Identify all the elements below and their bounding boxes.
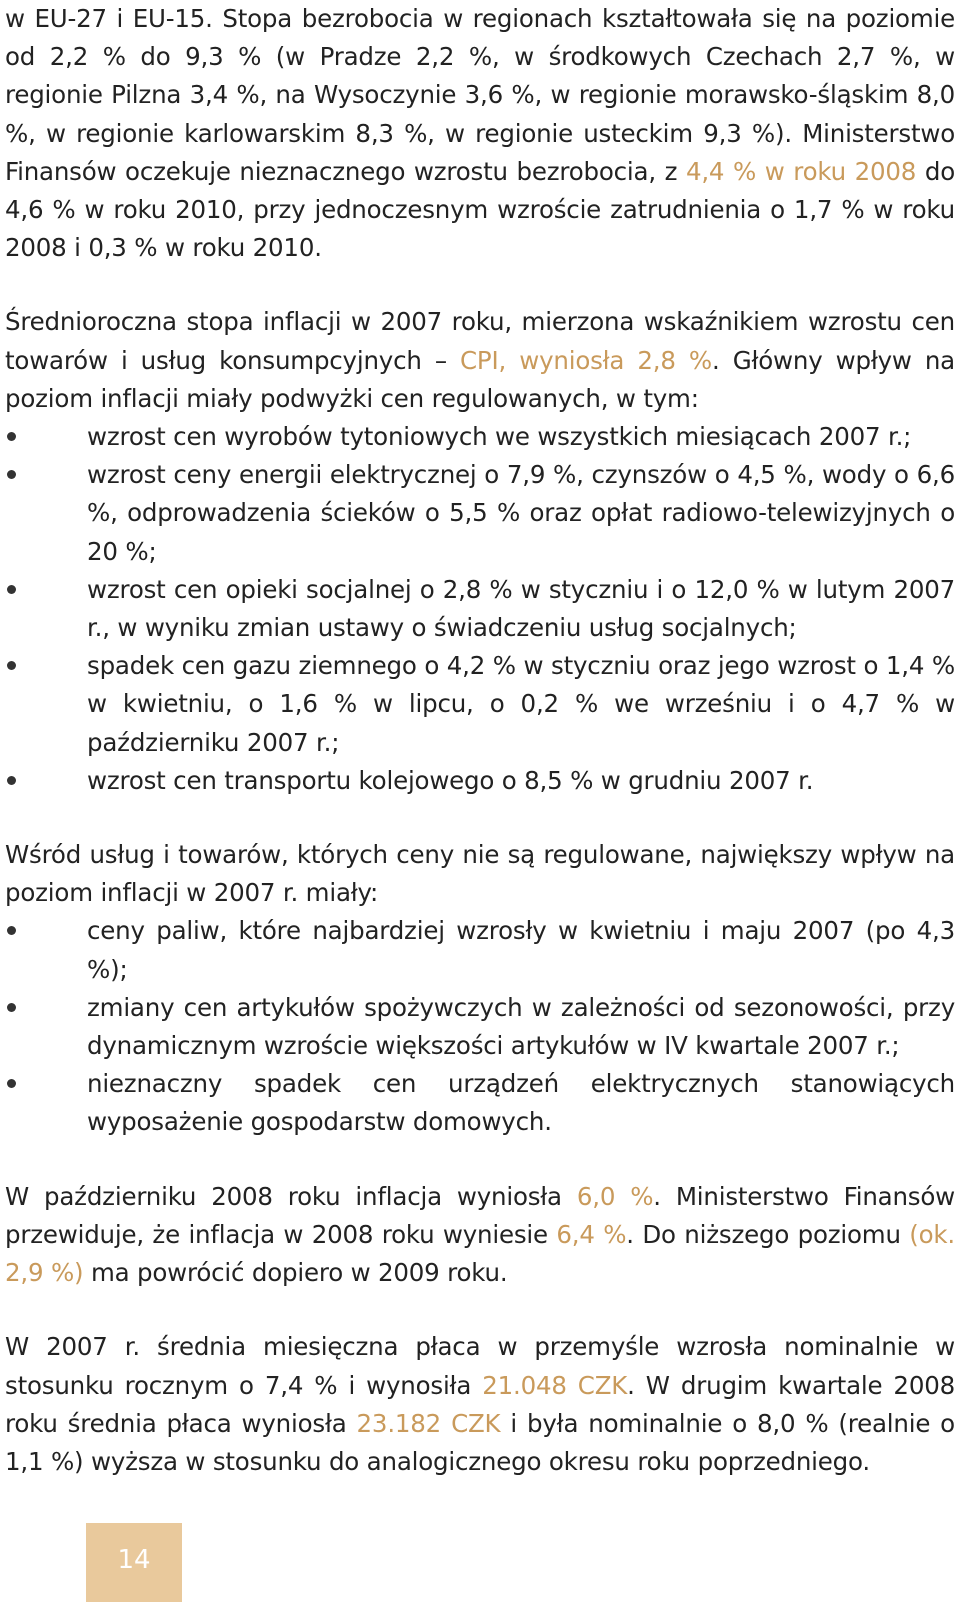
highlight-wage-2007: 21.048 CZK (482, 1370, 628, 1400)
paragraph-gap (5, 1292, 955, 1328)
list-item-text: wzrost cen opieki socjalnej o 2,8 % w styczniu i o 12,0 % w lutym 2007 r., w wyniku zmian ustawy o świadczeniu usług socjalnych; (87, 574, 955, 643)
paragraph-unregulated (5, 836, 955, 912)
paragraph-text: W 2007 r. średnia miesięczna płaca w przemyśle wzrosła nominalnie w stosunku rocznym o 7,4 % i wynosiła (5, 1332, 955, 1400)
highlight-inflation-oct-2008: 6,0 % (576, 1181, 654, 1211)
list-item (5, 989, 955, 1065)
bullet-icon (7, 1079, 16, 1088)
highlight-inflation-2009: (ok. 2,9 %) (5, 1219, 955, 1288)
unregulated-prices-list (5, 912, 955, 1141)
bullet-icon (7, 470, 16, 479)
page-number-box (86, 1523, 182, 1602)
list-item-text: wzrost cen wyrobów tytoniowych we wszystkich miesiącach 2007 r.; (87, 422, 912, 452)
paragraph-text: i była nominalnie o 8,0 % (realnie o 1,1 %) wyższa w stosunku do analogicznego okresu roku poprzedniego. (5, 1408, 955, 1476)
list-item-text: zmiany cen artykułów spożywczych w zależności od sezonowości, przy dynamicznym wzroście większości artykułów w IV kwartale 2007 r.; (87, 992, 955, 1061)
paragraph-text: . Ministerstwo Finansów przewiduje, że inflacja w 2008 roku wyniesie (5, 1181, 955, 1249)
list-item (5, 418, 955, 456)
paragraph-text: W październiku 2008 roku inflacja wyniosła (5, 1181, 577, 1211)
list-item (5, 571, 955, 647)
paragraph-text: . Główny wpływ na poziom inflacji miały podwyżki cen regulowanych, w tym: (5, 345, 955, 413)
paragraph-text: ma powrócić dopiero w 2009 roku. (83, 1258, 508, 1288)
regulated-prices-list (5, 418, 955, 800)
bullet-icon (7, 776, 16, 785)
highlight-wage-q2-2008: 23.182 CZK (356, 1408, 501, 1438)
bullet-icon (7, 585, 16, 594)
paragraph-gap (5, 267, 955, 303)
paragraph-inflation-2008 (5, 1178, 955, 1293)
paragraph-text: Wśród usług i towarów, których ceny nie są regulowane, największy wpływ na poziom inflacji w 2007 r. miały: (5, 840, 955, 908)
list-item-text: spadek cen gazu ziemnego o 4,2 % w styczniu oraz jego wzrost o 1,4 % w kwietniu, o 1,6 % w lipcu, o 0,2 % we wrześniu i o 4,7 % w październiku 2007 r.; (87, 651, 955, 757)
highlight-unemployment-2008: 4,4 % w roku 2008 (685, 156, 917, 186)
highlight-cpi: CPI, wyniosła 2,8 % (460, 345, 712, 375)
paragraph-text: do 4,6 % w roku 2010, przy jednoczesnym wzroście zatrudnienia o 1,7 % w roku 2008 i 0,3 % w roku 2010. (5, 156, 955, 263)
highlight-inflation-forecast-2008: 6,4 % (556, 1219, 627, 1249)
page-number: 14 (117, 1544, 151, 1575)
list-item (5, 647, 955, 762)
list-item (5, 912, 955, 988)
list-item-text: nieznaczny spadek cen urządzeń elektrycznych stanowiących wyposażenie gospodarstw domowych. (87, 1069, 955, 1137)
paragraph-gap (5, 800, 955, 836)
list-item (5, 1065, 955, 1141)
paragraph-text: w EU-27 i EU-15. Stopa bezrobocia w regionach kształtowała się na poziomie od 2,2 % do 9,3 % (w Pradze 2,2 %, w środkowych Czechach 2,7 %, w regionie Pilzna 3,4 %, na Wysoczynie 3,6 %, w regionie morawsko-śląskim 8,0 %, w regionie karlowarskim 8,3 %, w regionie usteckim 9,3 %). Ministerstwo Finansów oczekuje nieznacznego wzrostu bezrobocia, z (5, 4, 955, 186)
paragraph-wages (5, 1328, 955, 1481)
bullet-icon (7, 661, 16, 670)
paragraph-unemployment (5, 0, 955, 267)
paragraph-text: . W drugim kwartale 2008 roku średnia płaca wyniosła (5, 1370, 955, 1438)
list-item-text: ceny paliw, które najbardziej wzrosły w kwietniu i maju 2007 (po 4,3 %); (87, 916, 955, 984)
list-item (5, 456, 955, 571)
paragraph-text: Średnioroczna stopa inflacji w 2007 roku, mierzona wskaźnikiem wzrostu cen towarów i usług konsumpcyjnych – (5, 307, 955, 375)
document-body (5, 0, 955, 1481)
paragraph-inflation-2007 (5, 303, 955, 418)
paragraph-gap (5, 1142, 955, 1178)
bullet-icon (7, 926, 16, 935)
list-item-text: wzrost ceny energii elektrycznej o 7,9 %, czynszów o 4,5 %, wody o 6,6 %, odprowadzenia ścieków o 5,5 % oraz opłat radiowo-telewizyjnych o 20 %; (87, 460, 955, 566)
bullet-icon (7, 1003, 16, 1012)
paragraph-text: . Do niższego poziomu (626, 1219, 910, 1249)
list-item (5, 762, 955, 800)
bullet-icon (7, 432, 16, 441)
list-item-text: wzrost cen transportu kolejowego o 8,5 % w grudniu 2007 r. (87, 765, 814, 795)
